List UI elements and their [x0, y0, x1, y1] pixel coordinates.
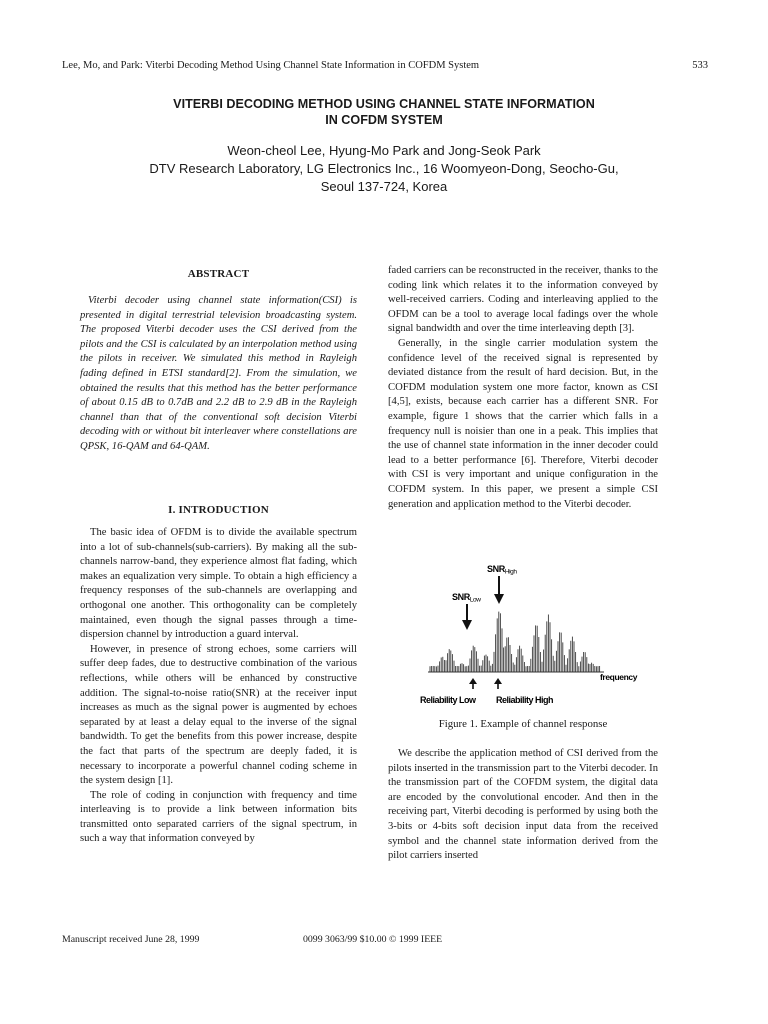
- manuscript-received-note: Manuscript received June 28, 1999: [62, 934, 200, 945]
- introduction-heading: I. INTRODUCTION: [168, 504, 269, 516]
- right-column-top: [388, 264, 658, 512]
- figure-channel-response: [412, 556, 662, 706]
- figure-caption: Figure 1. Example of channel response: [438, 718, 608, 730]
- title-line-2: IN COFDM SYSTEM: [325, 113, 443, 127]
- author-names: Weon-cheol Lee, Hyung-Mo Park and Jong-Seok Park: [227, 143, 541, 158]
- reliability-low-label: Reliability Low: [420, 695, 476, 705]
- affiliation-line-1: DTV Research Laboratory, LG Electronics Inc., 16 Woomyeon-Dong, Seocho-Gu,: [149, 161, 619, 176]
- abstract-text: Viterbi decoder using channel state information(CSI) is presented in digital terrestrial television broadcasting system. The proposed Viterbi decoder uses the CSI derived from the pilots and the CSI is calculated by an interpolation method using the pilots in receiver. We simulated this method in Rayleigh fading defined in ETSI standard[2]. From the simulation, we obtained the results that this method has the better performance of about 0.15 dB to 0.7dB and 2.2 dB to 2.9 dB in the Rayleigh channel than that of the conventional soft decision Viterbi decoding with or without bit interleaver where constellations are QPSK, 16-QAM and 64-QAM.: [80, 295, 357, 452]
- intro-paragraph-2: However, in presence of strong echoes, some carriers will suffer deep fades, due to destructive combination of the various reflections, while others will be enhanced by constructive addition. The signal-to-noise ratio(SNR) at the receiver input increases as much as the signal power is augmented by echoes separated by at least a delay equal to the inverse of the signal bandwidth. To get the benefits from this power increase, despite the fact that parts of the spectrum are deeply faded, it is necessary to incorporate a powerful channel coding scheme in the system design [1].: [80, 643, 357, 787]
- spectrum-bars: [430, 612, 600, 672]
- right-paragraph-2: Generally, in the single carrier modulation system the confidence level of the received signal is represented by deviated distance from the result of hard decision. But, in the COFDM modulation system one more factor, known as CSI [4,5], exists, because each carrier has a different SNR. For example, figure 1 shows that the carrier which falls in a frequency null is noisier than one in a peak. This implies that the use of channel state information in the inner decoder could lead to a better performance [6]. Therefore, Viterbi decoder with CSI is very important and unique configuration in the COFDM system. In this paper, we present a simple CSI generation and application method to the Viterbi decoder.: [388, 337, 658, 510]
- right-paragraph-3: We describe the application method of CSI derived from the pilots inserted in the transmission part to the Viterbi decoder. In the transmission part of the COFDM system, the digital data are encoded by the convolutional encoder. And then in the receiving part, Viterbi decoding is performed by using both the 3-bits or 4-bits soft decision input data from the received symbol and the channel state information derived from the pilot carriers inserted: [388, 748, 658, 862]
- reliability-high-label: Reliability High: [496, 695, 554, 705]
- running-header: [62, 60, 708, 71]
- affiliation-line-2: Seoul 137-724, Korea: [320, 179, 448, 194]
- snr-high-arrow-icon: [494, 594, 504, 604]
- title-line-1: VITERBI DECODING METHOD USING CHANNEL STATE INFORMATION: [173, 97, 595, 111]
- running-title: Lee, Mo, and Park: Viterbi Decoding Method Using Channel State Information in COFDM System: [62, 60, 480, 71]
- right-paragraph-1: faded carriers can be reconstructed in the receiver, thanks to the coding link which relates it to the information conveyed by well-received carriers. Coding and interleaving applied to the OFDM can be a tool to average local fadings over the whole signal bandwidth and over the time interleaving depth [3].: [388, 265, 658, 335]
- abstract-heading: ABSTRACT: [187, 268, 250, 280]
- author-block: [60, 142, 708, 196]
- abstract-body: [80, 294, 357, 455]
- right-column-bottom: [388, 747, 658, 864]
- snr-low-arrow-icon: [462, 620, 472, 630]
- snr-low-label: SNRLow: [452, 592, 481, 604]
- intro-paragraph-1: The basic idea of OFDM is to divide the available spectrum into a lot of sub-channels(sub-carriers). By making all the sub-channels narrow-band, they experience almost flat fading, which makes an equalization very simple. To obtain a high efficiency a frequency responses of the sub-channels are overlapping and orthogonal one another. This orthogonality can be completely maintained, even though the signal passes through a time-dispersion channel by introduction a guard interval.: [80, 527, 357, 641]
- snr-high-label: SNRHigh: [487, 564, 517, 576]
- frequency-axis-label: frequency: [600, 672, 638, 682]
- paper-title: [60, 96, 708, 128]
- page-number: 533: [692, 60, 708, 71]
- copyright-line: 0099 3063/99 $10.00 © 1999 IEEE: [303, 934, 443, 945]
- introduction-body: [80, 526, 357, 847]
- intro-paragraph-3: The role of coding in conjunction with frequency and time interleaving is to provide a link between information bits transmitted onto separated carriers of the signal spectrum, in such a way that information conveyed by: [80, 789, 357, 845]
